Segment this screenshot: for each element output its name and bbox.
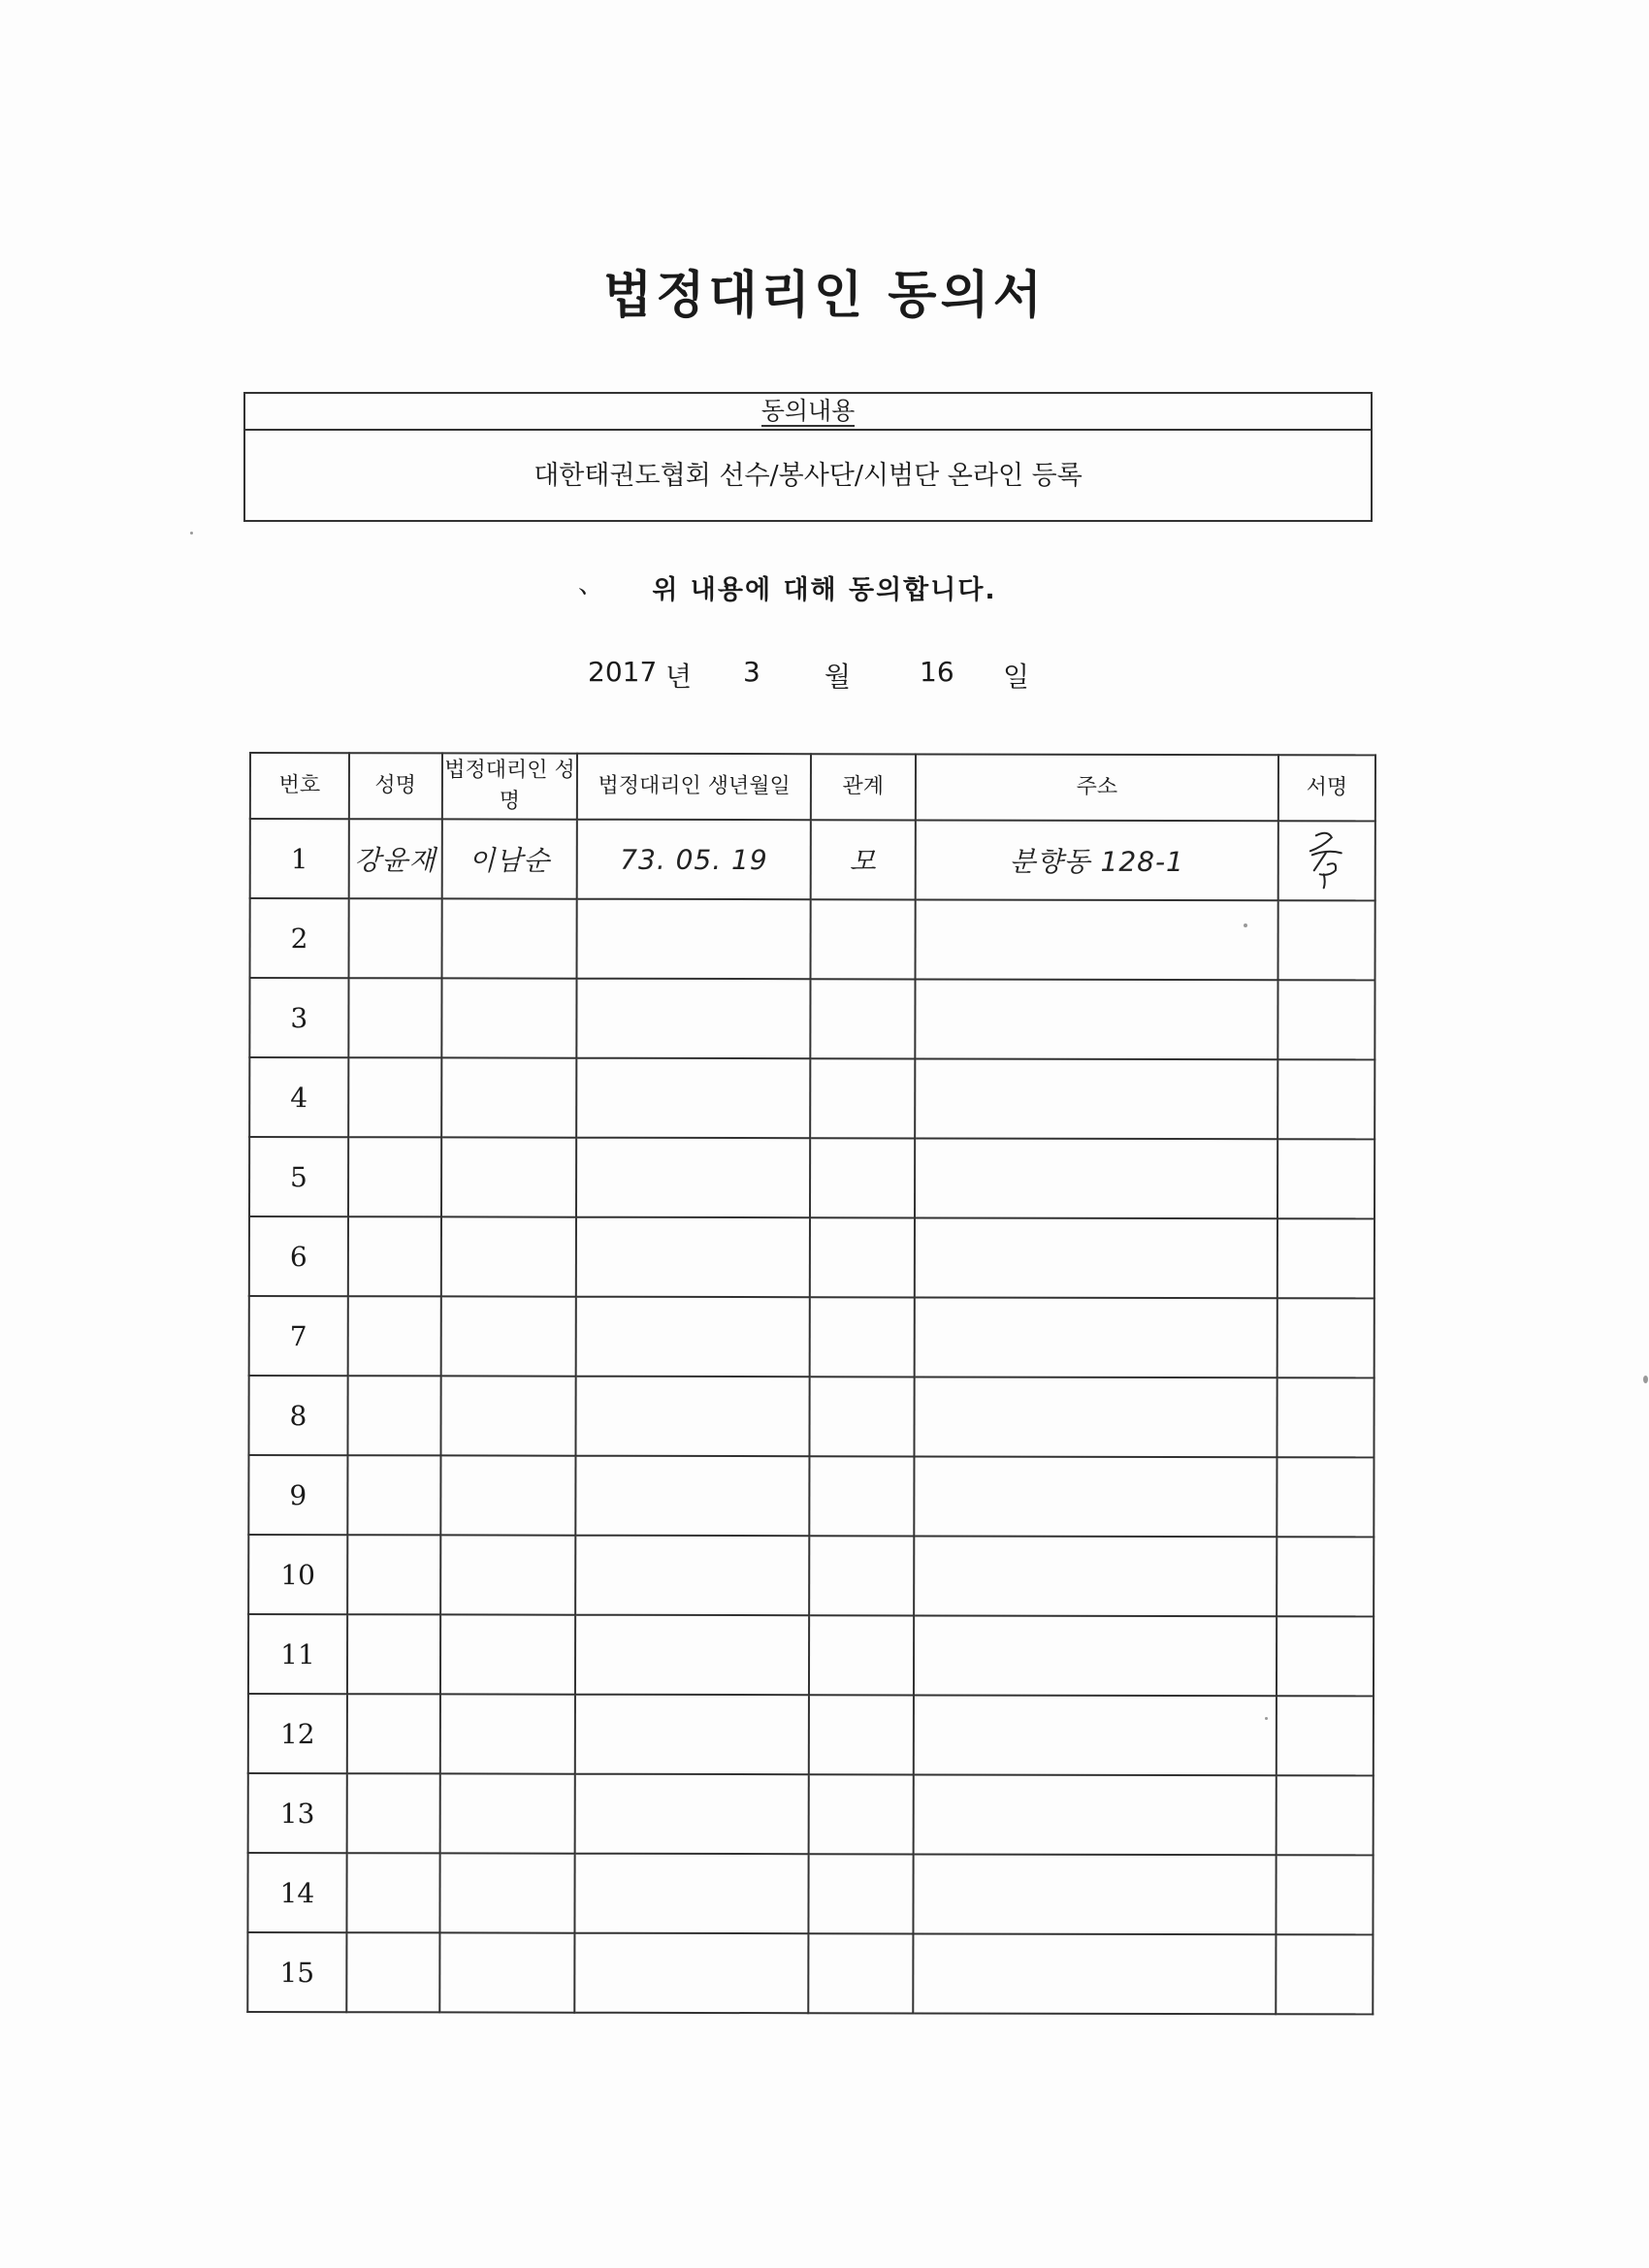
header-relation: 관계 [811,754,916,820]
cell-guardian-birth [575,1774,809,1855]
agreement-statement: 위 내용에 대해 동의합니다. [652,575,997,605]
scan-speck [1643,1376,1648,1383]
cell-guardian-birth [575,1933,809,2014]
cell-signature [1276,1934,1373,2014]
cell-relation [809,1456,914,1536]
table-row [248,1455,1374,1537]
table-row [247,1853,1373,1934]
table-row [249,1296,1374,1377]
date-year-unit: 년 [665,661,693,693]
cell-guardian-name [441,1057,577,1137]
scan-speck [1244,923,1247,927]
cell-guardian-birth [577,979,811,1059]
table-row [247,1932,1373,2014]
header-no: 번호 [250,753,349,819]
cell-guardian-name [439,1853,575,1932]
date-month: 3 [743,656,760,688]
cell-name [348,1216,441,1296]
cell-relation [810,1058,915,1138]
cell-no: 10 [248,1535,347,1614]
cell-address [913,1774,1276,1855]
table-row [248,1535,1374,1616]
cell-guardian-name: 이남순 [441,819,577,898]
header-address: 주소 [916,754,1278,821]
date-month-unit: 월 [824,661,852,693]
cell-guardian-birth: 73. 05. 19 [577,820,811,900]
cell-relation [808,1854,913,1933]
cell-guardian-name [439,1773,575,1853]
cell-signature [1277,1059,1374,1139]
cell-no: 6 [249,1216,348,1296]
cell-no: 14 [247,1853,346,1932]
consent-content-box [243,392,1373,522]
table-row [249,1057,1374,1139]
table-row [249,978,1374,1059]
cell-guardian-birth [575,1615,809,1696]
header-guardian-name: 법정대리인 성명 [442,753,578,819]
cell-name [347,1535,440,1614]
cell-address [913,1854,1276,1934]
cell-guardian-name [440,1296,576,1376]
cell-name: 강윤재 [349,819,442,898]
cell-name [347,1614,440,1694]
guardian-consent-table [246,752,1376,2015]
cell-guardian-name [439,1932,575,2012]
cell-signature [1277,1696,1374,1775]
cell-relation [810,899,915,979]
cell-guardian-birth [576,1536,810,1616]
agreement-mark: 、 [578,569,606,599]
cell-address [914,1456,1277,1537]
scan-speck [190,532,193,535]
cell-name [346,1932,439,2012]
consent-box-content: 대한태권도협회 선수/봉사단/시범단 온라인 등록 [534,461,1083,491]
cell-address [913,1933,1276,2014]
cell-address [914,1615,1277,1696]
cell-guardian-birth [575,1695,809,1775]
cell-no: 3 [249,978,348,1057]
document-title: 법정대리인 동의서 [603,267,1046,325]
cell-guardian-birth [576,1217,810,1298]
cell-address [914,1695,1277,1775]
cell-address [914,1297,1277,1377]
cell-name [347,1296,440,1376]
cell-signature [1278,821,1375,900]
cell-guardian-birth [576,1456,810,1537]
cell-signature [1277,1457,1374,1537]
cell-no: 8 [248,1376,347,1455]
table-row [250,819,1375,900]
cell-name [347,1694,440,1773]
scan-speck [1265,1717,1268,1720]
cell-relation [809,1774,914,1854]
cell-relation [809,1695,914,1774]
cell-relation [809,1615,914,1695]
cell-guardian-name [440,1535,576,1614]
cell-no: 15 [247,1932,346,2012]
cell-relation [810,1138,915,1217]
table-row [248,1376,1374,1457]
cell-guardian-birth [576,1297,810,1377]
cell-signature [1277,1218,1374,1298]
cell-signature [1277,1616,1374,1696]
cell-guardian-birth [577,1058,811,1139]
cell-no: 7 [249,1296,348,1376]
cell-guardian-name [441,1137,577,1216]
cell-no: 5 [249,1137,348,1216]
cell-guardian-name [440,1455,576,1535]
cell-guardian-birth [575,1854,809,1934]
cell-guardian-birth [576,1138,810,1218]
date-day: 16 [920,656,954,688]
cell-no: 13 [248,1773,347,1853]
cell-name [348,898,441,978]
cell-name [346,1853,439,1932]
agreement-statement-row [0,568,1649,606]
handwritten-signature [1303,826,1351,890]
cell-name [346,1773,439,1853]
date-day-unit: 일 [1003,661,1030,693]
cell-relation [810,979,915,1058]
table-row [248,1773,1374,1855]
consent-box-header [245,394,1371,431]
cell-address [915,1058,1277,1139]
cell-no: 9 [248,1455,347,1535]
cell-no: 1 [250,819,349,898]
cell-relation [809,1377,914,1456]
cell-relation: 모 [811,820,916,899]
cell-signature [1277,1377,1374,1457]
cell-address [915,979,1277,1059]
cell-relation [809,1536,914,1615]
table-row [249,1216,1374,1298]
cell-signature [1277,980,1374,1059]
cell-relation [810,1217,915,1297]
cell-guardian-name [441,1216,577,1296]
table-header-row [250,753,1375,821]
header-name: 성명 [349,753,442,819]
cell-guardian-name [440,1376,576,1455]
cell-guardian-name [439,1694,575,1773]
cell-name [348,1057,441,1137]
date-year: 2017 [588,656,658,688]
table-row [249,1137,1374,1218]
cell-signature [1277,1537,1374,1616]
table-row [250,898,1375,980]
cell-no: 12 [248,1694,347,1773]
table-row [248,1614,1374,1696]
cell-name [348,978,441,1057]
cell-signature [1277,1775,1374,1855]
cell-address [914,1377,1277,1457]
cell-no: 2 [250,898,349,978]
cell-address [915,1217,1277,1298]
cell-relation [810,1297,915,1377]
cell-guardian-name [440,1614,576,1694]
cell-address [915,1138,1277,1218]
header-guardian-birth: 법정대리인 생년월일 [577,754,811,821]
cell-signature [1277,1855,1374,1934]
cell-address [915,899,1277,980]
cell-guardian-birth [576,1377,810,1457]
cell-guardian-birth [577,899,811,980]
cell-name [348,1137,441,1216]
cell-address: 분향동 128-1 [915,820,1277,900]
table-row [248,1694,1374,1775]
header-signature: 서명 [1278,755,1375,821]
cell-guardian-name [441,898,577,978]
cell-signature [1277,1139,1374,1218]
cell-no: 11 [248,1614,347,1694]
cell-name [347,1376,440,1455]
consent-header-label: 동의내용 [760,397,856,425]
cell-signature [1277,1298,1374,1377]
cell-signature [1278,900,1375,980]
cell-address [914,1536,1277,1616]
cell-no: 4 [249,1057,348,1137]
cell-relation [808,1933,913,2013]
cell-name [347,1455,440,1535]
cell-guardian-name [441,978,577,1057]
